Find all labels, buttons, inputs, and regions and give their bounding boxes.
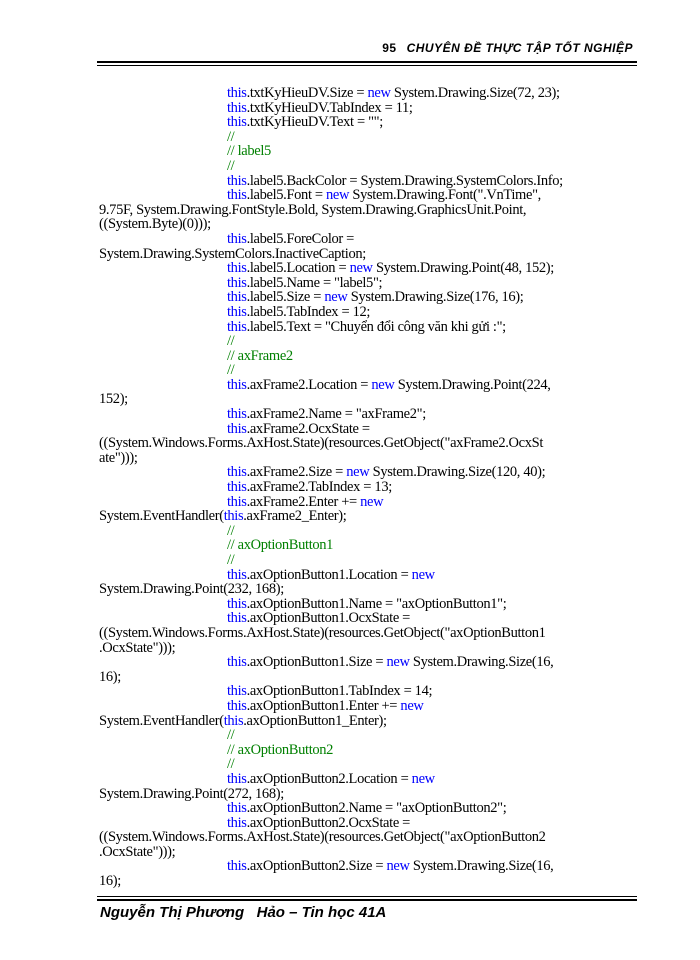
code-text: .OcxState"))); [99, 843, 176, 860]
code-line [99, 772, 639, 787]
code-keyword: this [227, 595, 247, 612]
code-line [99, 699, 639, 714]
code-line [99, 305, 639, 320]
code-keyword: this [227, 260, 247, 277]
code-keyword: new [367, 85, 391, 101]
code-line [99, 86, 639, 101]
code-text: .txtKyHieuDV.Size = [246, 85, 368, 101]
code-line [99, 582, 639, 597]
code-line [99, 524, 639, 539]
code-text: .label5.Text = "Chuyển đổi công văn khi gửi :"; [246, 318, 506, 335]
code-text: ((System.Windows.Forms.AxHost.State)(resources.GetObject("axOptionButton2 [99, 829, 546, 846]
code-keyword: this [227, 800, 247, 817]
code-line [99, 232, 639, 247]
code-text: System.Drawing.Point(272, 168); [99, 785, 284, 802]
code-text: .axOptionButton1.OcxState = [246, 610, 411, 627]
code-keyword: new [346, 464, 370, 481]
code-text: ((System.Byte)(0))); [99, 216, 211, 233]
code-keyword: this [227, 493, 247, 510]
code-keyword: this [227, 770, 247, 787]
code-line [99, 217, 639, 232]
footer-author: Nguyễn Thị Phương Hảo – Tin học 41A [100, 904, 387, 921]
code-keyword: this [227, 858, 247, 875]
code-line [99, 290, 639, 305]
code-line [99, 174, 639, 189]
code-text: .axFrame2.Size = [246, 464, 347, 481]
code-text: .axOptionButton1.Location = [246, 566, 412, 583]
header-title: CHUYÊN ĐỀ THỰC TẬP TỐT NGHIỆP [406, 41, 633, 55]
code-line [99, 816, 639, 831]
code-text: .label5.TabIndex = 12; [246, 303, 371, 320]
code-line [99, 553, 639, 568]
code-line [99, 144, 639, 159]
code-text: .axFrame2.Location = [246, 376, 372, 393]
code-keyword: this [227, 187, 247, 204]
code-keyword: this [227, 114, 247, 131]
code-comment: // [227, 522, 235, 539]
code-line [99, 757, 639, 772]
code-comment: // [227, 333, 235, 350]
code-text: .axOptionButton2.Size = [246, 858, 387, 875]
code-keyword: this [227, 289, 247, 306]
code-text: ate"))); [99, 449, 138, 466]
code-text: .axOptionButton2.Name = "axOptionButton2"; [246, 800, 507, 817]
code-comment: // [227, 756, 235, 773]
code-line [99, 159, 639, 174]
code-text: .label5.Font = [246, 187, 327, 204]
code-line [99, 597, 639, 612]
code-comment: // axFrame2 [227, 347, 293, 364]
code-line [99, 714, 639, 729]
header-text [382, 41, 633, 55]
code-line [99, 641, 639, 656]
code-line [99, 568, 639, 583]
code-line [99, 859, 639, 874]
code-text: 9.75F, System.Drawing.FontStyle.Bold, System.Drawing.GraphicsUnit.Point, [99, 201, 527, 218]
code-text: System.Drawing.Point(224, [394, 376, 551, 393]
code-keyword: this [227, 85, 247, 101]
code-text: .label5.Location = [246, 260, 350, 277]
code-keyword: new [386, 858, 410, 875]
code-keyword: this [223, 508, 244, 525]
code-line [99, 363, 639, 378]
code-text: System.Drawing.SystemColors.InactiveCaption; [99, 245, 366, 262]
code-line [99, 845, 639, 860]
code-text: System.Drawing.Size(16, [409, 858, 554, 875]
code-keyword: this [227, 464, 247, 481]
code-text: .label5.Name = "label5"; [246, 274, 383, 291]
page-number: 95 [382, 41, 397, 55]
code-keyword: new [326, 187, 350, 204]
code-keyword: this [227, 654, 247, 671]
code-line [99, 334, 639, 349]
code-keyword: this [227, 479, 247, 496]
code-text: .axOptionButton1.Size = [246, 654, 387, 671]
code-comment: // label5 [227, 143, 271, 160]
code-text: System.Drawing.Size(176, 16); [347, 289, 524, 306]
code-text: .txtKyHieuDV.TabIndex = 11; [246, 99, 413, 116]
code-comment: // axOptionButton2 [227, 741, 334, 758]
code-text: .txtKyHieuDV.Text = ""; [246, 114, 383, 131]
code-line [99, 203, 639, 218]
code-line [99, 743, 639, 758]
code-line [99, 101, 639, 116]
code-keyword: new [400, 697, 424, 714]
code-line [99, 801, 639, 816]
code-text: ((System.Windows.Forms.AxHost.State)(resources.GetObject("axOptionButton1 [99, 624, 546, 641]
code-line [99, 465, 639, 480]
header-rule-thick [97, 61, 637, 63]
code-line [99, 509, 639, 524]
code-keyword: this [227, 303, 247, 320]
code-text: System.Drawing.Font(".VnTime", [349, 187, 541, 204]
code-block [99, 86, 639, 889]
code-line [99, 261, 639, 276]
code-line [99, 495, 639, 510]
code-keyword: this [223, 712, 244, 729]
code-text: .axOptionButton2.OcxState = [246, 814, 411, 831]
code-keyword: this [227, 814, 247, 831]
code-text: System.EventHandler( [99, 712, 224, 729]
code-keyword: new [371, 376, 395, 393]
code-text: System.Drawing.Size(16, [409, 654, 554, 671]
code-keyword: this [227, 697, 247, 714]
code-line [99, 188, 639, 203]
header-rule-thin [97, 65, 637, 66]
code-text: 16); [99, 668, 121, 685]
code-line [99, 392, 639, 407]
code-line [99, 538, 639, 553]
code-keyword: new [324, 289, 348, 306]
code-line [99, 451, 639, 466]
code-line [99, 655, 639, 670]
code-text: .label5.BackColor = System.Drawing.SystemColors.Info; [246, 172, 563, 189]
code-text: System.Drawing.Point(232, 168); [99, 581, 284, 598]
code-text: System.Drawing.Point(48, 152); [372, 260, 554, 277]
code-keyword: this [227, 610, 247, 627]
code-keyword: new [386, 654, 410, 671]
code-text: System.Drawing.Size(72, 23); [390, 85, 560, 101]
code-line [99, 130, 639, 145]
code-comment: // [227, 727, 235, 744]
code-line [99, 626, 639, 641]
code-keyword: new [349, 260, 373, 277]
code-text: .axFrame2.Name = "axFrame2"; [246, 406, 426, 423]
code-keyword: this [227, 318, 247, 335]
code-comment: // [227, 128, 235, 145]
code-text: .axOptionButton2.Location = [246, 770, 412, 787]
code-keyword: this [227, 683, 247, 700]
code-comment: // axOptionButton1 [227, 537, 334, 554]
code-text: System.EventHandler( [99, 508, 224, 525]
code-line [99, 422, 639, 437]
code-text: .axFrame2.Enter += [246, 493, 361, 510]
code-keyword: this [227, 376, 247, 393]
code-text: .axOptionButton1_Enter); [243, 712, 387, 729]
code-line [99, 436, 639, 451]
code-line [99, 276, 639, 291]
code-text: 152); [99, 391, 128, 408]
code-comment: // [227, 552, 235, 568]
code-line [99, 320, 639, 335]
code-line [99, 349, 639, 364]
footer-rule-thick [97, 899, 637, 901]
code-line [99, 874, 639, 889]
code-line [99, 611, 639, 626]
code-keyword: this [227, 99, 247, 116]
code-line [99, 115, 639, 130]
code-keyword: this [227, 274, 247, 291]
code-text: .label5.Size = [246, 289, 325, 306]
code-line [99, 247, 639, 262]
code-text: .axFrame2.OcxState = [246, 420, 370, 437]
code-line [99, 830, 639, 845]
code-keyword: this [227, 172, 247, 189]
code-comment: // [227, 157, 235, 174]
code-line [99, 378, 639, 393]
code-comment: // [227, 362, 235, 379]
code-keyword: this [227, 420, 247, 437]
code-text: .axOptionButton1.Name = "axOptionButton1"; [246, 595, 507, 612]
code-line [99, 787, 639, 802]
code-line [99, 407, 639, 422]
code-keyword: new [411, 770, 435, 787]
code-keyword: new [411, 566, 435, 583]
code-keyword: this [227, 230, 247, 247]
code-text: .axFrame2_Enter); [243, 508, 347, 525]
code-text: .axOptionButton1.TabIndex = 14; [246, 683, 433, 700]
code-line [99, 480, 639, 495]
code-text: System.Drawing.Size(120, 40); [369, 464, 546, 481]
code-text: .OcxState"))); [99, 639, 176, 656]
code-line [99, 670, 639, 685]
code-text: .axOptionButton1.Enter += [246, 697, 401, 714]
code-text: ((System.Windows.Forms.AxHost.State)(resources.GetObject("axFrame2.OcxSt [99, 435, 544, 452]
code-line [99, 684, 639, 699]
code-text: .axFrame2.TabIndex = 13; [246, 479, 392, 496]
footer-rule-thin [97, 896, 637, 897]
code-keyword: this [227, 406, 247, 423]
code-text: 16); [99, 873, 121, 890]
code-keyword: new [360, 493, 384, 510]
code-text: .label5.ForeColor = [246, 230, 355, 247]
code-keyword: this [227, 566, 247, 583]
code-line [99, 728, 639, 743]
